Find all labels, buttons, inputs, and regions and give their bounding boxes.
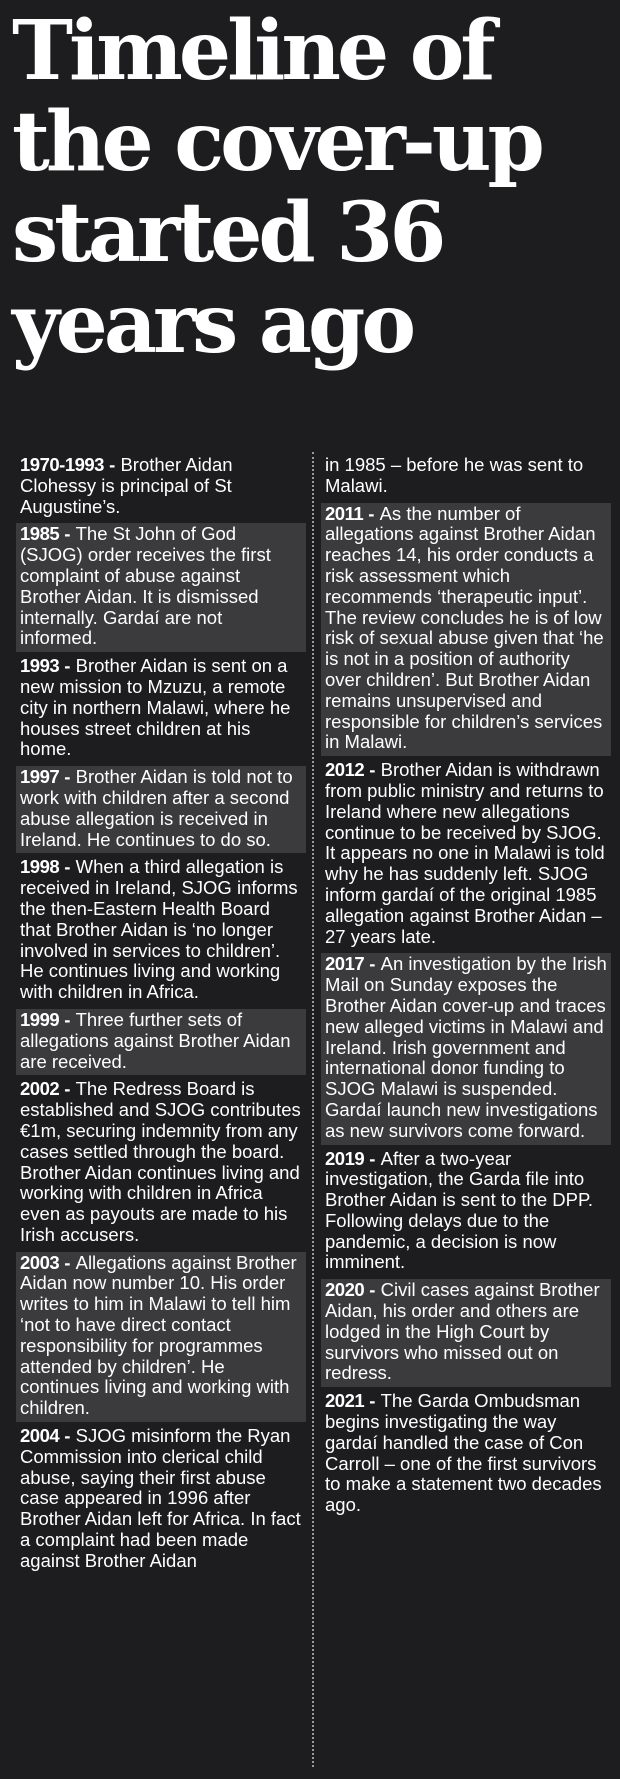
timeline-year: 2012	[325, 759, 365, 781]
year-separator: -	[59, 1008, 76, 1030]
timeline-year: 2019	[325, 1147, 365, 1169]
year-separator: -	[59, 766, 76, 788]
timeline-text: Three further sets of allegations against Brother Aidan are received.	[20, 1008, 291, 1072]
year-separator: -	[103, 454, 121, 475]
headline-line: started 36	[12, 185, 443, 281]
timeline-year: 2011	[325, 502, 364, 524]
timeline-entry	[321, 759, 611, 950]
timeline-entry	[16, 1009, 306, 1075]
timeline-entry	[16, 1078, 306, 1248]
timeline-text: Brother Aidan is told not to work with children after a second abuse allegation is received in Ireland. He continues to do so.	[20, 766, 293, 850]
timeline-right-column	[321, 454, 611, 1522]
year-separator: -	[363, 502, 380, 524]
headline	[12, 3, 612, 372]
year-separator: -	[59, 1251, 76, 1273]
timeline-text: The St John of God (SJOG) order receives the first complaint of abuse against Brother Aidan. It is dismissed internally. Gardaí are not informed.	[20, 523, 271, 649]
timeline-year: 1997	[20, 766, 60, 788]
timeline-text: The Redress Board is established and SJOG contributes €1m, securing indemnity from any cases settled through the board. Brother Aidan continues living and working with children in Africa even as payouts are made to his Irish accusers.	[20, 1078, 301, 1245]
timeline-entry	[321, 953, 611, 1144]
timeline-entry	[321, 1279, 611, 1387]
timeline-text: in 1985 – before he was sent to Malawi.	[325, 454, 584, 496]
headline-line: the cover-up	[12, 94, 541, 190]
timeline-year: 1993	[20, 655, 60, 677]
timeline-year: 2004	[20, 1425, 60, 1447]
year-separator: -	[59, 655, 76, 677]
year-separator: -	[364, 1147, 381, 1169]
timeline-text: Brother Aidan is withdrawn from public ministry and returns to Ireland where new allegations continue to be received by SJOG. It appears no one in Malawi is told why he has suddenly left. SJOG inform gardaí of the original 1985 allegation against Brother Aidan – 27 years late.	[325, 759, 605, 947]
year-separator: -	[364, 953, 381, 975]
headline-line: years ago	[12, 276, 413, 372]
timeline-text: Brother Aidan Clohessy is principal of St Augustine’s.	[20, 454, 233, 517]
timeline-entry	[16, 1425, 306, 1575]
year-separator: -	[59, 1425, 76, 1447]
timeline-year: 2003	[20, 1251, 60, 1273]
timeline-year: 2017	[325, 953, 365, 975]
timeline-text: Allegations against Brother Aidan now number 10. His order writes to him in Malawi to tell him ‘not to have direct contact responsibility for programmes attended by children’. He continues living and working with children.	[20, 1251, 297, 1419]
timeline-year: 1998	[20, 856, 60, 878]
timeline-text: Civil cases against Brother Aidan, his order and others are lodged in the High Court by survivors who missed out on redress.	[325, 1279, 600, 1384]
timeline-left-column	[16, 454, 306, 1578]
timeline-text: As the number of allegations against Brother Aidan reaches 14, his order conducts a risk assessment which recommends ‘therapeutic input’. The review concludes he is of low risk of sexual abuse given that ‘he is not in a position of authority over children’. But Brother Aidan remains unsupervised and responsible for children’s services in Malawi.	[325, 502, 604, 753]
year-separator: -	[364, 1279, 381, 1301]
timeline-text: SJOG misinform the Ryan Commission into clerical child abuse, saying their first abuse case appeared in 1996 after Brother Aidan left for Africa. In fact a complaint had been made against Brother Aidan	[20, 1425, 301, 1571]
timeline-entry	[16, 856, 306, 1006]
year-separator: -	[364, 1390, 381, 1412]
timeline-year: 2020	[325, 1279, 365, 1301]
timeline-entry	[16, 655, 306, 763]
timeline-year: 2002	[20, 1078, 60, 1100]
timeline-text: Brother Aidan is sent on a new mission to Mzuzu, a remote city in northern Malawi, where he houses street children at his home.	[20, 655, 291, 760]
year-separator: -	[59, 856, 76, 878]
column-divider	[312, 452, 314, 1767]
timeline-year: 1970-1993	[20, 454, 104, 475]
year-separator: -	[364, 759, 381, 781]
year-separator: -	[59, 1078, 76, 1100]
timeline-entry	[16, 523, 306, 652]
timeline-entry	[321, 1148, 611, 1277]
timeline-year: 1985	[20, 523, 60, 545]
timeline-entry	[16, 454, 306, 520]
timeline-entry	[321, 503, 611, 757]
timeline-entry	[16, 1252, 306, 1422]
timeline-text: An investigation by the Irish Mail on Sunday exposes the Brother Aidan cover-up and traces new alleged victims in Malawi and Ireland. Irish government and international donor funding to SJOG Malawi is suspended. Gardaí launch new investigations as new survivors come forward.	[325, 953, 607, 1141]
timeline-text: The Garda Ombudsman begins investigating the way gardaí handled the case of Con Carroll – one of the first survivors to make a statement two decades ago.	[325, 1390, 602, 1516]
year-separator: -	[59, 523, 76, 545]
timeline-entry	[16, 766, 306, 853]
timeline-entry	[321, 454, 611, 500]
timeline-year: 1999	[20, 1008, 60, 1030]
timeline-entry	[321, 1390, 611, 1519]
timeline-year: 2021	[325, 1390, 365, 1412]
headline-line: Timeline of	[12, 3, 492, 99]
timeline-text: After a two-year investigation, the Garda file into Brother Aidan is sent to the DPP. Following delays due to the pandemic, a decision is now imminent.	[325, 1147, 594, 1273]
timeline-text: When a third allegation is received in Ireland, SJOG informs the then-Eastern Health Board that Brother Aidan is ‘no longer involved in services to children’. He continues living and working with children in Africa.	[20, 856, 298, 1003]
